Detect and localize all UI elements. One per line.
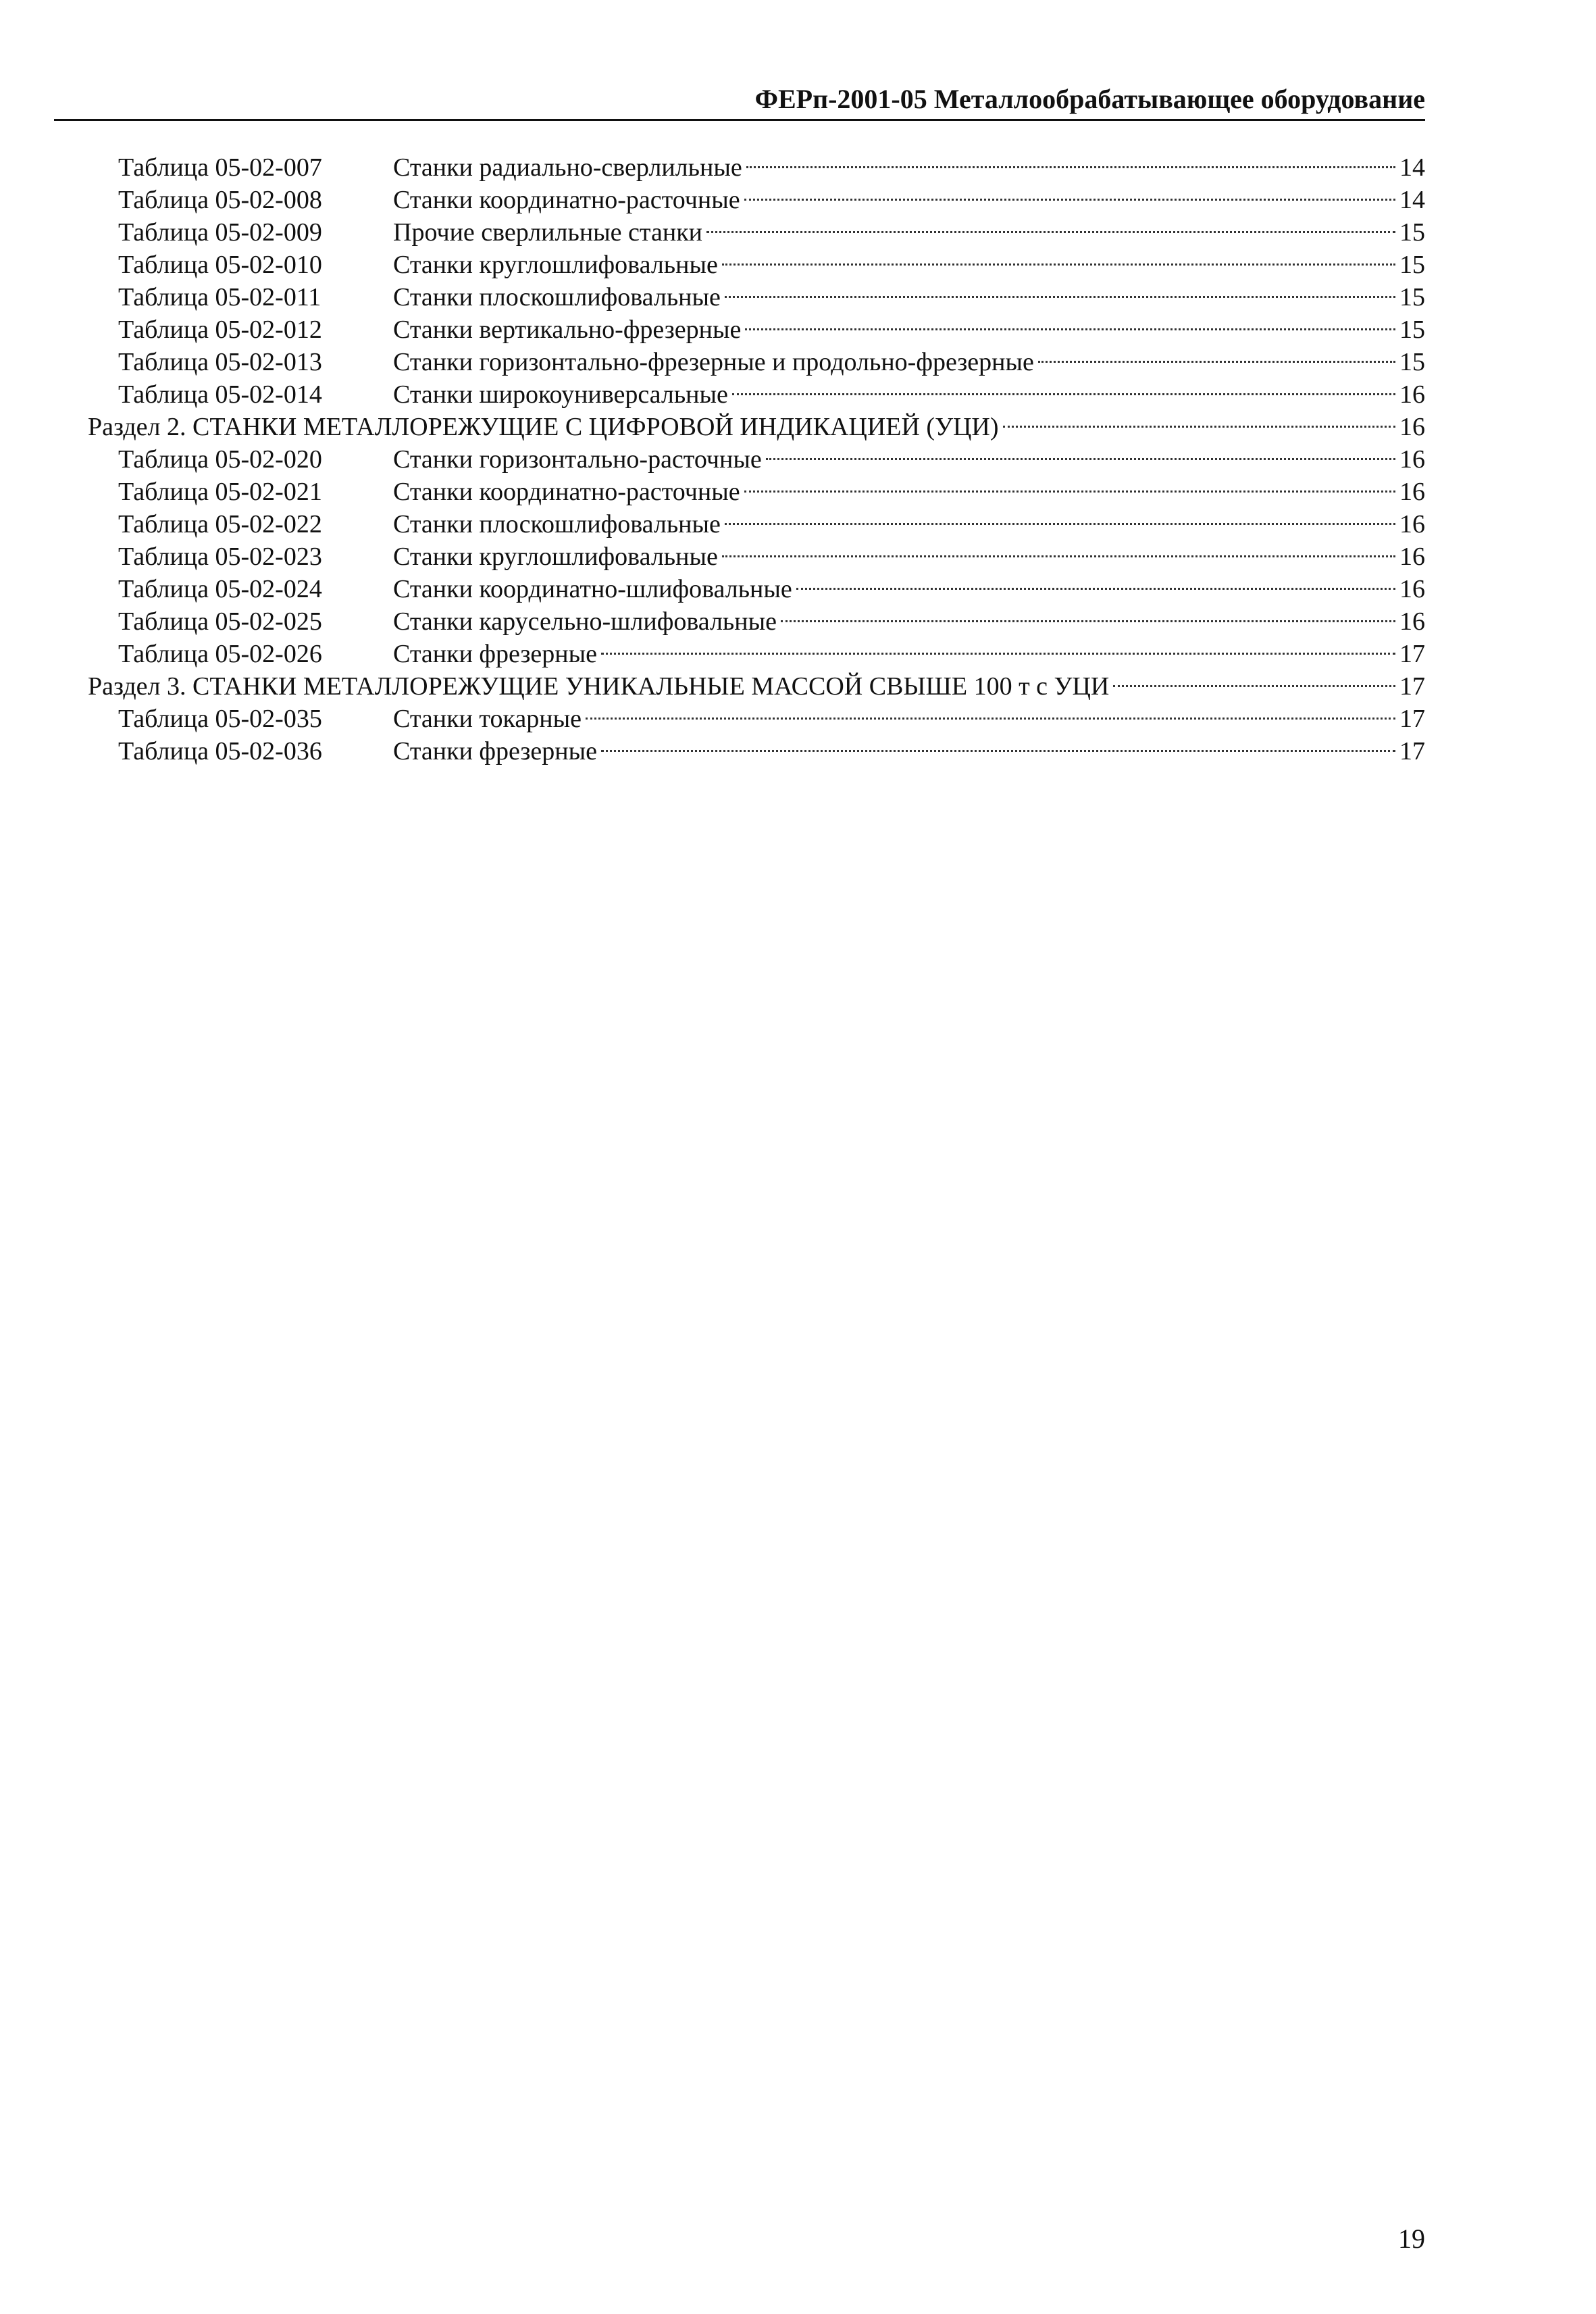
toc-entry-page: 16 [1399, 575, 1425, 603]
toc-entry-title: Раздел 3. СТАНКИ МЕТАЛЛОРЕЖУЩИЕ УНИКАЛЬНЫЕ МАССОЙ СВЫШЕ 100 т с УЦИ [88, 672, 1110, 701]
toc-dot-leader [746, 143, 1395, 176]
toc-entry-title: Станки плоскошлифовальные [393, 283, 721, 311]
toc-entry-page: 15 [1399, 251, 1425, 279]
toc-entry-code: Таблица 05-02-020 [118, 445, 322, 474]
toc-entry-title: Прочие сверлильные станки [393, 218, 702, 247]
toc-dot-leader [744, 468, 1395, 500]
toc-entry-code: Таблица 05-02-021 [118, 478, 322, 506]
toc-entry-title: Станки фрезерные [393, 737, 597, 765]
toc-dot-leader [1003, 403, 1395, 435]
toc-entry-title: Раздел 2. СТАНКИ МЕТАЛЛОРЕЖУЩИЕ С ЦИФРОВОЙ ИНДИКАЦИЕЙ (УЦИ) [88, 413, 999, 441]
toc-entry-code: Таблица 05-02-023 [118, 543, 322, 571]
running-header: ФЕРп-2001-05 Металлообрабатывающее оборудование [54, 80, 1425, 121]
toc-entry-title: Станки координатно-расточные [393, 478, 740, 506]
toc-entry-title: Станки широкоуниверсальные [393, 380, 728, 409]
toc-entry-page: 16 [1399, 380, 1425, 409]
toc-entry-page: 16 [1399, 413, 1425, 441]
toc-entry-code: Таблица 05-02-013 [118, 348, 322, 376]
toc-entry-code: Таблица 05-02-025 [118, 607, 322, 636]
toc-entry-code: Таблица 05-02-022 [118, 510, 322, 538]
toc-entry-code: Таблица 05-02-035 [118, 705, 322, 733]
toc-entry-page: 14 [1399, 153, 1425, 182]
toc-entry-page: 17 [1399, 737, 1425, 765]
toc-entry-title: Станки координатно-шлифовальные [393, 575, 792, 603]
toc-dot-leader [745, 305, 1395, 338]
toc-entry-title: Станки карусельно-шлифовальные [393, 607, 777, 636]
toc-entry-title: Станки горизонтально-фрезерные и продольно-фрезерные [393, 348, 1034, 376]
toc-entry-page: 17 [1399, 640, 1425, 668]
toc-entry-title: Станки круглошлифовальные [393, 543, 718, 571]
toc-entry-code: Таблица 05-02-007 [118, 153, 322, 182]
toc-entry-page: 15 [1399, 348, 1425, 376]
toc-entry-title: Станки вертикально-фрезерные [393, 316, 742, 344]
toc-entry-code: Таблица 05-02-012 [118, 316, 322, 344]
toc-dot-leader [725, 273, 1395, 305]
toc-dot-leader [796, 565, 1395, 597]
toc-entry-code: Таблица 05-02-024 [118, 575, 322, 603]
toc-entry-page: 16 [1399, 543, 1425, 571]
toc-dot-leader [732, 370, 1395, 403]
toc-entry-code: Таблица 05-02-008 [118, 186, 322, 214]
page-number: 19 [1398, 2223, 1425, 2254]
toc-entry-code: Таблица 05-02-011 [118, 283, 321, 311]
toc-entry-page: 16 [1399, 445, 1425, 474]
toc-entry-title: Станки круглошлифовальные [393, 251, 718, 279]
toc-dot-leader [722, 532, 1395, 565]
toc-entry-code: Таблица 05-02-026 [118, 640, 322, 668]
toc-entry-page: 16 [1399, 607, 1425, 636]
toc-entry-title: Станки радиально-сверлильные [393, 153, 742, 182]
toc-entry-title: Станки горизонтально-расточные [393, 445, 762, 474]
toc-dot-leader [744, 176, 1395, 208]
toc-entry-page: 16 [1399, 478, 1425, 506]
toc-entry-page: 15 [1399, 316, 1425, 344]
toc-dot-leader [706, 208, 1395, 241]
toc-entry-page: 15 [1399, 218, 1425, 247]
toc-table-entry [88, 143, 1425, 182]
toc-entry-page: 15 [1399, 283, 1425, 311]
toc-dot-leader [586, 695, 1395, 727]
toc-dot-leader [725, 500, 1395, 532]
toc-entry-title: Станки плоскошлифовальные [393, 510, 721, 538]
toc-dot-leader [1038, 338, 1395, 370]
toc-entry-code: Таблица 05-02-036 [118, 737, 322, 765]
toc-entry-code: Таблица 05-02-009 [118, 218, 322, 247]
toc-dot-leader [766, 435, 1395, 468]
toc-entry-title: Станки токарные [393, 705, 582, 733]
toc-entry-page: 17 [1399, 705, 1425, 733]
toc-entry-code: Таблица 05-02-014 [118, 380, 322, 409]
toc-entry-title: Станки координатно-расточные [393, 186, 740, 214]
toc-entry-page: 17 [1399, 672, 1425, 701]
table-of-contents [88, 143, 1425, 765]
toc-entry-code: Таблица 05-02-010 [118, 251, 322, 279]
toc-dot-leader [781, 597, 1395, 630]
toc-dot-leader [601, 727, 1395, 759]
toc-entry-title: Станки фрезерные [393, 640, 597, 668]
toc-dot-leader [601, 630, 1395, 662]
toc-entry-page: 14 [1399, 186, 1425, 214]
toc-entry-page: 16 [1399, 510, 1425, 538]
toc-dot-leader [722, 241, 1395, 273]
toc-dot-leader [1113, 662, 1395, 695]
